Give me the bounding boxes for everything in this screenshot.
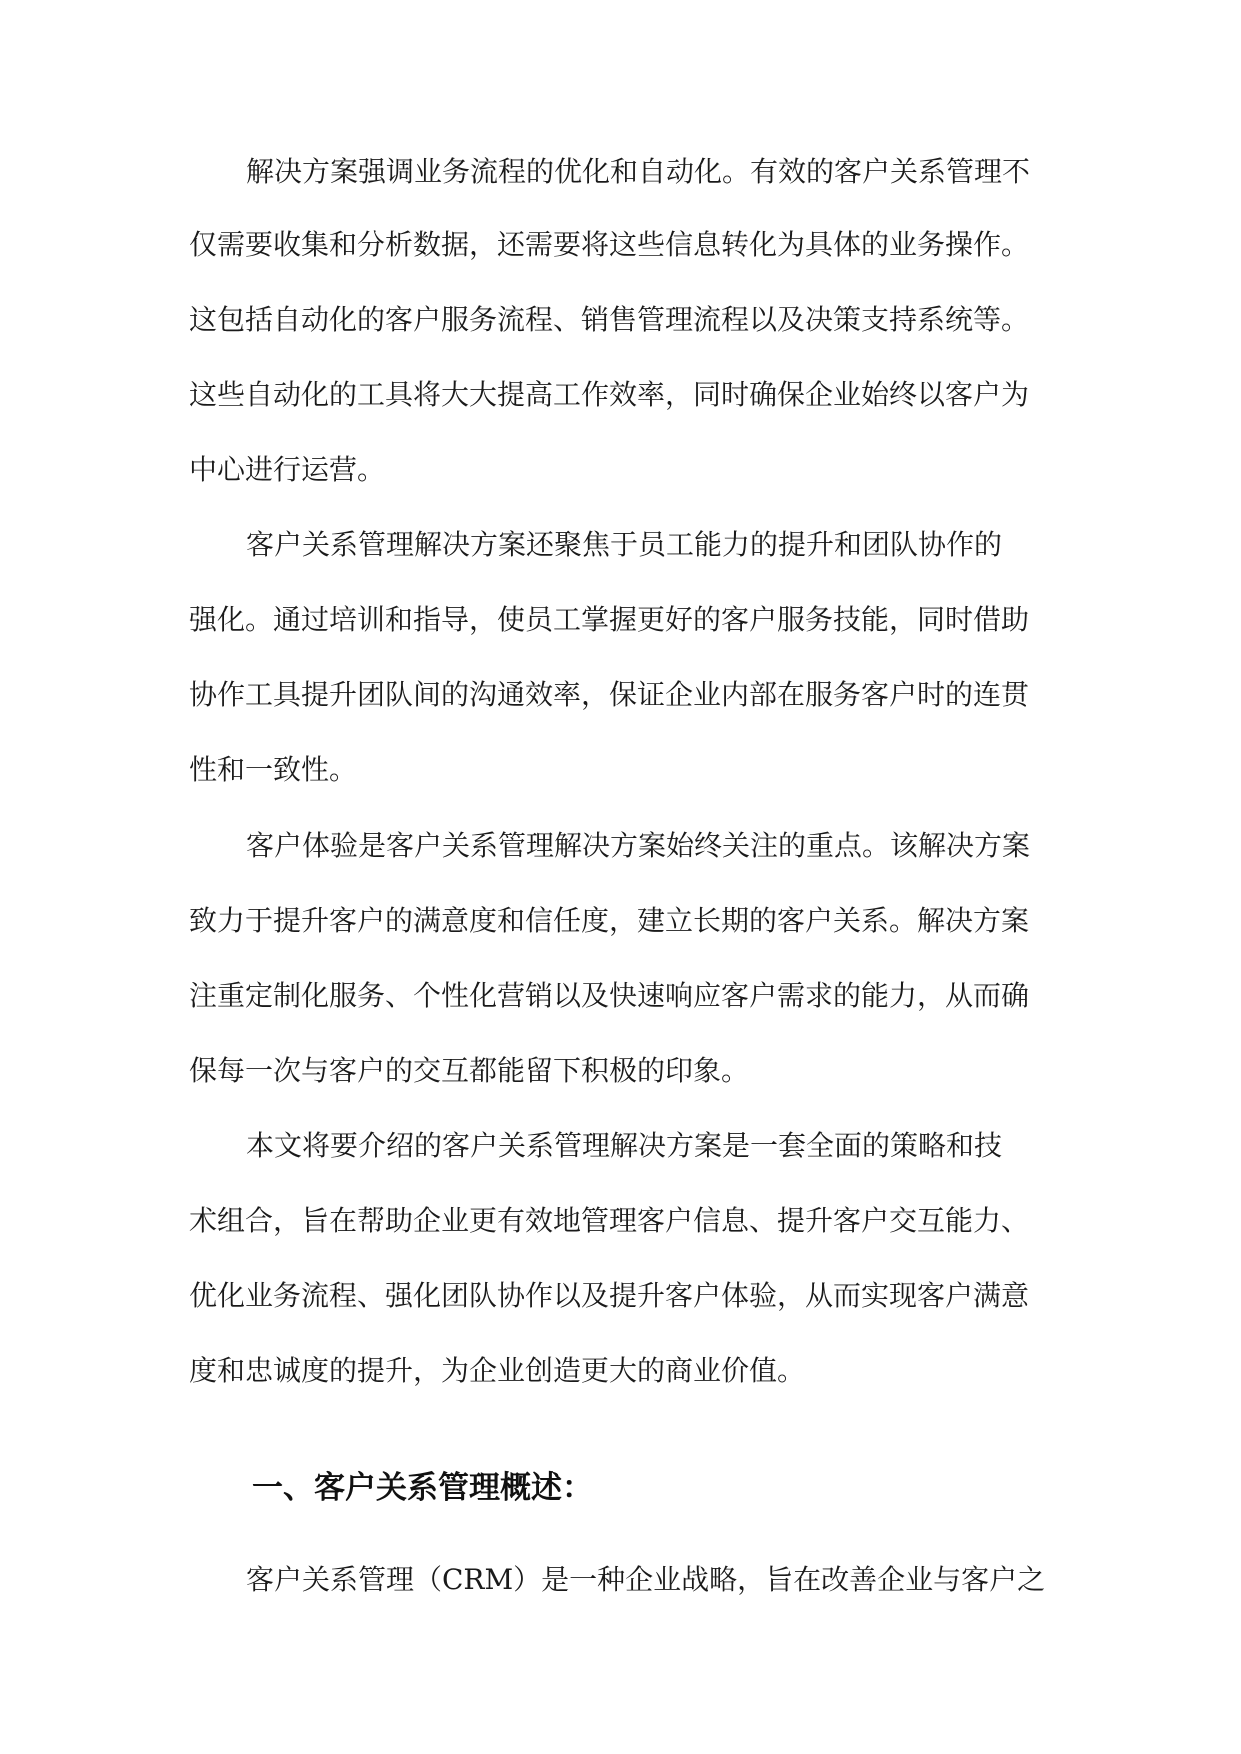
paragraph-line: 这些自动化的工具将大大提高工作效率，同时确保企业始终以客户为 (189, 378, 1030, 411)
paragraph-line: 仅需要收集和分析数据，还需要将这些信息转化为具体的业务操作。 (189, 228, 1030, 261)
paragraph-line: 客户关系管理解决方案还聚焦于员工能力的提升和团队协作的 (246, 528, 1003, 561)
paragraph-line: 客户体验是客户关系管理解决方案始终关注的重点。该解决方案 (246, 829, 1031, 862)
paragraph-line: 致力于提升客户的满意度和信任度，建立长期的客户关系。解决方案 (189, 904, 1030, 937)
paragraph-line: 注重定制化服务、个性化营销以及快速响应客户需求的能力，从而确 (189, 979, 1030, 1012)
paragraph-line: 中心进行运营。 (189, 453, 386, 486)
paragraph-line: 本文将要介绍的客户关系管理解决方案是一套全面的策略和技 (246, 1129, 1003, 1162)
paragraph-line: 保每一次与客户的交互都能留下积极的印象。 (189, 1054, 750, 1087)
paragraph-line: 性和一致性。 (189, 753, 358, 786)
paragraph-line: 强化。通过培训和指导，使员工掌握更好的客户服务技能，同时借助 (189, 603, 1030, 636)
section-paragraph-line: 客户关系管理（CRM）是一种企业战略，旨在改善企业与客户之 (246, 1563, 1046, 1596)
paragraph-line: 协作工具提升团队间的沟通效率，保证企业内部在服务客户时的连贯 (189, 678, 1030, 711)
section-heading: 一、客户关系管理概述： (252, 1470, 593, 1506)
paragraph-line: 这包括自动化的客户服务流程、销售管理流程以及决策支持系统等。 (189, 303, 1030, 336)
paragraph-line: 优化业务流程、强化团队协作以及提升客户体验，从而实现客户满意 (189, 1279, 1030, 1312)
paragraph-line: 术组合，旨在帮助企业更有效地管理客户信息、提升客户交互能力、 (189, 1204, 1030, 1237)
paragraph-line: 解决方案强调业务流程的优化和自动化。有效的客户关系管理不 (246, 155, 1031, 188)
paragraph-line: 度和忠诚度的提升，为企业创造更大的商业价值。 (189, 1354, 806, 1387)
